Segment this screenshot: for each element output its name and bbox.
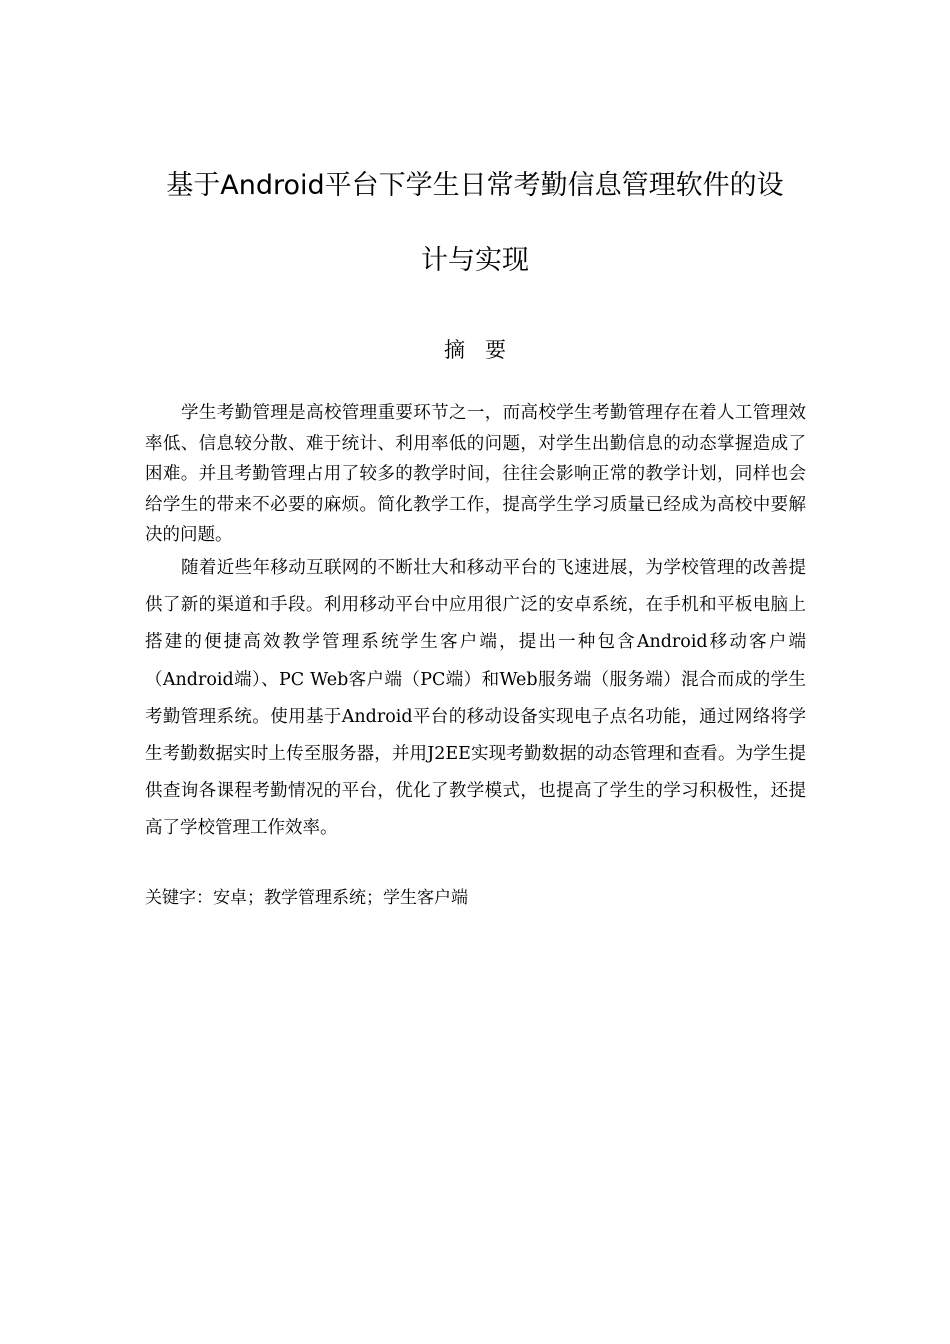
abstract-paragraph-2: 随着近些年移动互联网的不断壮大和移动平台的飞速进展，为学校管理的改善提供了新的渠道和手段。利用移动平台中应用很广泛的安卓系统，在手机和平板电脑上搭建的便捷高效教学管理系统学生客户端，提出一种包含Android移动客户端（Android端）、PC Web客户端（PC端）和Web服务端（服务端）混合而成的学生考勤管理系统。使用基于Android平台的移动设备实现电子点名功能，通过网络将学生考勤数据实时上传至服务器，并用J2EE实现考勤数据的动态管理和查看。为学生提供查询各课程考勤情况的平台，优化了教学模式，也提高了学生的学习积极性，还提高了学校管理工作效率。: [145, 558, 806, 839]
abstract-paragraph-1: 学生考勤管理是高校管理重要环节之一，而高校学生考勤管理存在着人工管理效率低、信息较分散、难于统计、利用率低的问题，对学生出勤信息的动态掌握造成了困难。并且考勤管理占用了较多的教学时间，往往会影响正常的教学计划，同样也会给学生的带来不必要的麻烦。简化教学工作，提高学生学习质量已经成为高校中要解决的问题。: [145, 403, 806, 545]
document-title-line-2: 计与实现: [421, 245, 529, 276]
document-title-line-1: 基于Android平台下学生日常考勤信息管理软件的设: [166, 170, 784, 201]
abstract-heading: 摘要: [444, 338, 526, 362]
keywords-line: 关键字：安卓；教学管理系统；学生客户端: [145, 888, 468, 908]
